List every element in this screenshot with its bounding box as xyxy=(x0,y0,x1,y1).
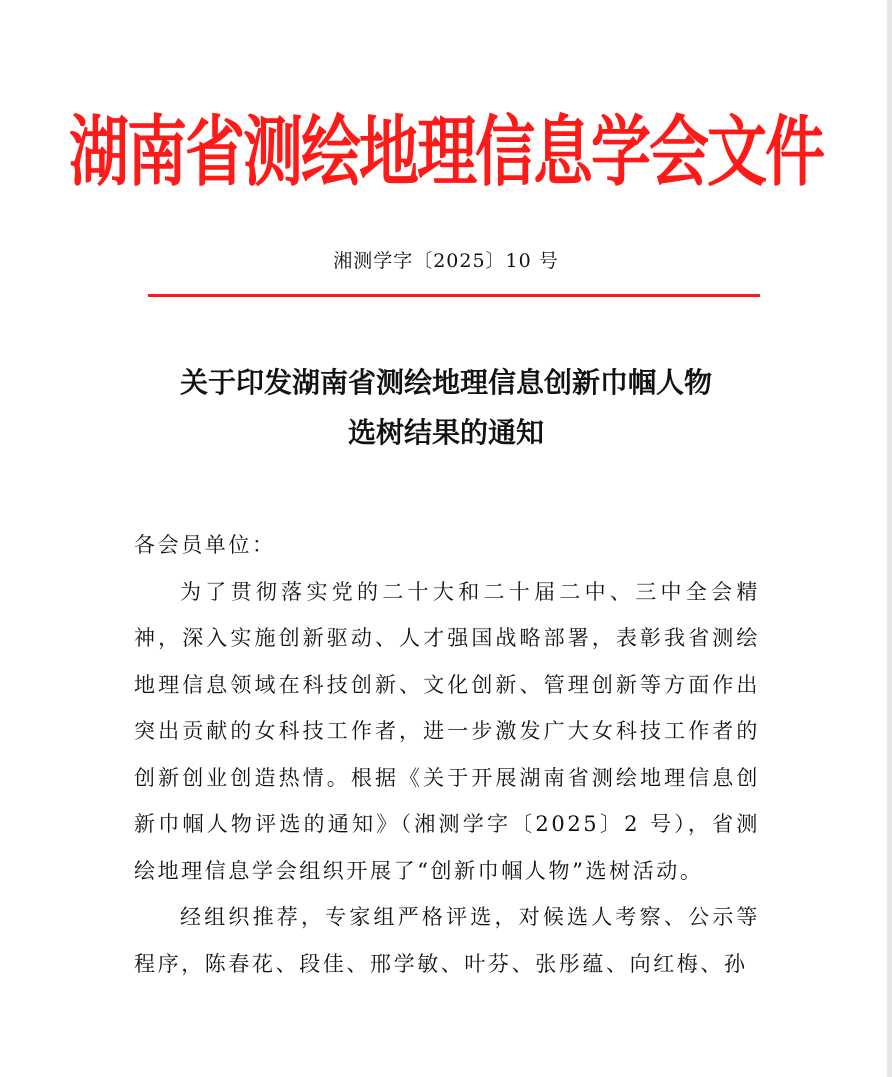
masthead-title: 湖南省测绘地理信息学会文件 xyxy=(69,108,823,198)
paragraph-1: 为了贯彻落实党的二十大和二十届二中、三中全会精神，深入实施创新驱动、人才强国战略部署，表彰我省测绘地理信息领域在科技创新、文化创新、管理创新等方面作出突出贡献的女科技工作者，进一步激发广大女科技工作者的创新创业创造热情。根据《关于开展湖南省测绘地理信息创新巾帼人物评选的通知》（湘测学字〔2025〕2 号），省测绘地理信息学会组织开展了“创新巾帼人物”选树活动。 xyxy=(134,579,760,883)
notice-title-line-1: 关于印发湖南省测绘地理信息创新巾帼人物 xyxy=(179,366,712,399)
notice-title xyxy=(0,358,892,458)
document-body xyxy=(134,522,760,987)
document-number: 湘测学字〔2025〕10 号 xyxy=(333,250,559,272)
notice-title-line-2: 选树结果的通知 xyxy=(347,416,544,449)
page-edge-scrollbar xyxy=(887,0,892,1077)
salutation: 各会员单位： xyxy=(134,533,276,557)
paragraph-2: 经组织推荐，专家组严格评选，对候选人考察、公示等程序，陈春花、段佳、邢学敏、叶芬、张彤蕴、向红梅、孙 xyxy=(134,905,760,976)
red-divider-line xyxy=(148,294,760,297)
